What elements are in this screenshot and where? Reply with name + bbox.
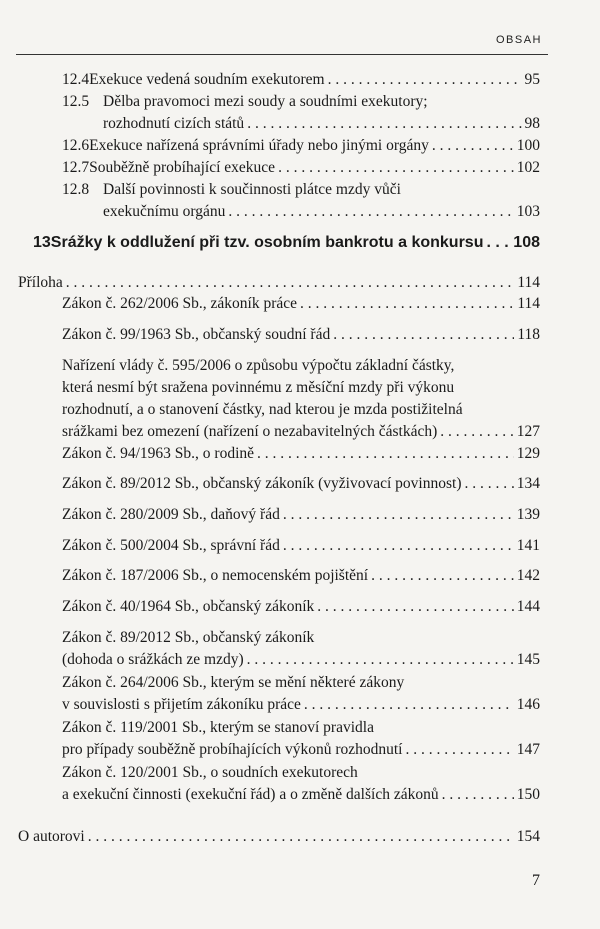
entry-page-number: 129	[516, 445, 540, 462]
leader-dots	[486, 232, 510, 254]
entry-page-number: 108	[513, 234, 540, 251]
leader-dots	[440, 421, 514, 443]
toc-appendix-item	[62, 504, 540, 526]
entry-title: Exekuce nařízená správními úřady nebo jinými orgány	[89, 137, 429, 154]
entry-page-number: 144	[516, 598, 540, 615]
entry-page-number: 127	[516, 423, 540, 440]
toc-appendix-item	[62, 762, 540, 806]
entry-title: Zákon č. 500/2004 Sb., správní řád	[62, 537, 280, 554]
leader-dots	[300, 293, 514, 315]
entry-page-number: 118	[517, 326, 540, 343]
leader-dots	[464, 473, 513, 495]
toc-appendix-item	[62, 293, 540, 315]
entry-page-number: 141	[516, 537, 540, 554]
leader-dots	[283, 535, 514, 557]
leader-dots	[283, 504, 514, 526]
entry-title: Zákon č. 120/2001 Sb., o soudních exekutorech	[62, 764, 358, 781]
leader-dots	[88, 826, 514, 848]
entry-title: Zákon č. 94/1963 Sb., o rodině	[62, 445, 255, 462]
leader-dots	[333, 324, 514, 346]
toc-entry	[62, 91, 540, 135]
entry-page-number: 98	[524, 115, 540, 132]
entry-page-number: 145	[516, 651, 540, 668]
toc-appendix-item	[62, 355, 540, 443]
entry-title: Zákon č. 89/2012 Sb., občanský zákoník (vyživovací povinnost)	[62, 475, 462, 492]
leader-dots	[228, 201, 513, 223]
entry-number: 12.4	[62, 71, 90, 88]
toc-appendix-item	[62, 596, 540, 618]
entry-title: Zákon č. 119/2001 Sb., kterým se stanoví pravidla	[62, 719, 374, 736]
entry-title: v souvislosti s přijetím zákoníku práce	[62, 696, 301, 713]
entry-page-number: 100	[516, 137, 540, 154]
entry-title: (dohoda o srážkách ze mzdy)	[62, 651, 244, 668]
entry-number: 12.7	[62, 159, 90, 176]
entry-title: rozhodnutí cizích států	[103, 115, 245, 132]
entry-page-number: 114	[517, 274, 540, 291]
entry-number: 12.8	[62, 181, 90, 198]
toc-appendix-item	[62, 473, 540, 495]
entry-number: 12.6	[62, 137, 90, 154]
entry-title: pro případy souběžně probíhajících výkonů rozhodnutí	[62, 741, 403, 758]
entry-page-number: 114	[517, 295, 540, 312]
toc-entry	[62, 157, 540, 179]
toc-appendix-item	[62, 627, 540, 671]
entry-title: Exekuce vedená soudním exekutorem	[89, 71, 325, 88]
entry-title: Souběžně probíhající exekuce	[89, 159, 276, 176]
entry-page-number: 103	[516, 203, 540, 220]
toc-author	[18, 826, 540, 848]
toc-appendix-item	[62, 672, 540, 716]
entry-page-number: 154	[516, 828, 540, 845]
entry-title: Zákon č. 40/1964 Sb., občanský zákoník	[62, 598, 315, 615]
entry-page-number: 142	[516, 567, 540, 584]
leader-dots	[66, 272, 515, 294]
leader-dots	[304, 694, 514, 716]
entry-title: Zákon č. 280/2009 Sb., daňový řád	[62, 506, 280, 523]
entry-title: Nařízení vlády č. 595/2006 o způsobu výpočtu základní částky,	[62, 357, 455, 374]
entry-page-number: 134	[516, 475, 540, 492]
leader-dots	[442, 784, 514, 806]
toc-entry	[62, 179, 540, 223]
entry-page-number: 147	[516, 741, 540, 758]
toc-appendix-item	[62, 565, 540, 587]
header-rule	[16, 54, 548, 55]
leader-dots	[247, 649, 514, 671]
entry-number: 12.5	[62, 93, 90, 110]
entry-number: 13	[33, 234, 51, 251]
entry-title: O autorovi	[18, 828, 85, 845]
page-number: 7	[532, 872, 540, 889]
toc-appendix-item	[62, 324, 540, 346]
entry-page-number: 150	[516, 786, 540, 803]
entry-page-number: 95	[524, 71, 540, 88]
entry-title: Další povinnosti k součinnosti plátce mzdy vůči	[103, 181, 401, 198]
entry-title: exekučnímu orgánu	[103, 203, 226, 220]
entry-title: Zákon č. 187/2006 Sb., o nemocenském pojištění	[62, 567, 369, 584]
running-header: OBSAH	[495, 34, 542, 46]
toc-appendix-item	[62, 717, 540, 761]
entry-title: která nesmí být sražena povinnému z měsíční mzdy při výkonu	[62, 379, 455, 396]
entry-title: Srážky k oddlužení při tzv. osobním bankrotu a konkursu	[50, 234, 484, 251]
leader-dots	[432, 135, 514, 157]
entry-title: Příloha	[18, 274, 63, 291]
toc-entry	[62, 69, 540, 91]
leader-dots	[328, 69, 522, 91]
entry-title: a exekuční činnosti (exekuční řád) a o změně dalších zákonů	[62, 786, 439, 803]
leader-dots	[317, 596, 513, 618]
toc-appendix	[18, 272, 540, 294]
leader-dots	[371, 565, 514, 587]
toc-appendix-item	[62, 535, 540, 557]
leader-dots	[278, 157, 514, 179]
entry-title: Zákon č. 89/2012 Sb., občanský zákoník	[62, 629, 315, 646]
leader-dots	[406, 739, 514, 761]
entry-title: srážkami bez omezení (nařízení o nezabavitelných částkách)	[62, 423, 438, 440]
entry-page-number: 102	[516, 159, 540, 176]
entry-title: rozhodnutí, a o stanovení částky, nad kterou je mzda postižitelná	[62, 401, 463, 418]
entry-title: Dělba pravomoci mezi soudy a soudními exekutory;	[103, 93, 428, 110]
leader-dots	[257, 443, 514, 465]
entry-page-number: 139	[516, 506, 540, 523]
leader-dots	[247, 113, 521, 135]
entry-title: Zákon č. 262/2006 Sb., zákoník práce	[62, 295, 298, 312]
entry-title: Zákon č. 264/2006 Sb., kterým se mění některé zákony	[62, 674, 405, 691]
entry-page-number: 146	[516, 696, 540, 713]
toc-chapter-13	[33, 232, 540, 254]
entry-title: Zákon č. 99/1963 Sb., občanský soudní řád	[62, 326, 331, 343]
toc-entry	[62, 135, 540, 157]
toc-appendix-item	[62, 443, 540, 465]
